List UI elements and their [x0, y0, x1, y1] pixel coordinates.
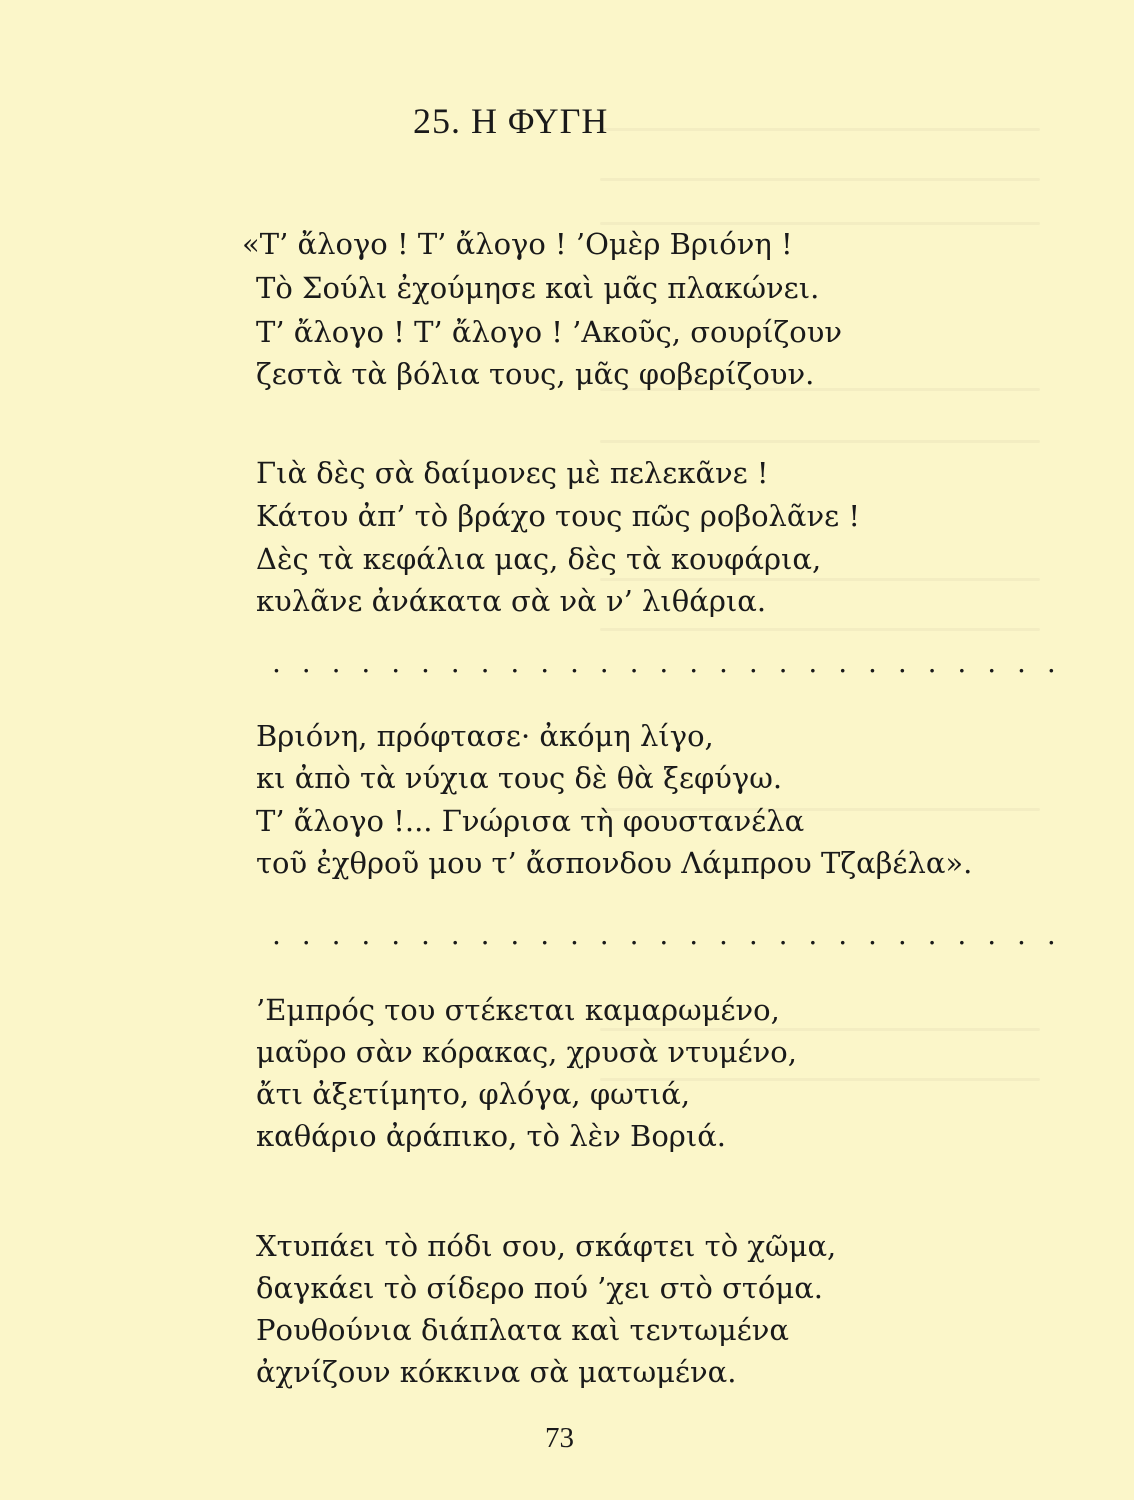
poem-line: δαγκάει τὸ σίδερο πού ’χει στὸ στόμα.: [256, 1271, 824, 1305]
bleed-through-mark: [600, 1028, 1040, 1031]
bleed-through-mark: [600, 578, 1040, 581]
bleed-through-mark: [600, 128, 1040, 131]
page-number: 73: [545, 1422, 574, 1454]
bleed-through-mark: [600, 178, 1040, 181]
poem-line: Τὸ Σούλι ἐχούμησε καὶ μᾶς πλακώνει.: [256, 271, 820, 305]
poem-line: Ρουθούνια διάπλατα καὶ τεντωμένα: [256, 1313, 790, 1347]
poem-line: κυλᾶνε ἀνάκατα σὰ νὰ ν’ λιθάρια.: [256, 584, 767, 618]
poem-line: Γιὰ δὲς σὰ δαίμονες μὲ πελεκᾶνε !: [256, 456, 769, 490]
poem-line: κι ἀπὸ τὰ νύχια τους δὲ θὰ ξεφύγω.: [256, 761, 783, 795]
bleed-through-mark: [600, 440, 1040, 443]
poem-title: 25. Η ΦΥΓΗ: [413, 101, 609, 141]
poem-line: Τ’ ἄλογο !... Γνώρισα τὴ φουστανέλα: [256, 804, 805, 838]
poem-line: «Τ’ ἄλογο ! Τ’ ἄλογο ! ’Ομὲρ Βριόνη !: [242, 227, 793, 261]
poem-line: ’Εμπρός του στέκεται καμαρωμένο,: [256, 993, 780, 1027]
poem-line: ζεστὰ τὰ βόλια τους, μᾶς φοβερίζουν.: [256, 357, 815, 391]
poem-line: ἄτι ἀξετίμητο, φλόγα, φωτιά,: [256, 1077, 691, 1111]
poem-line: ἀχνίζουν κόκκινα σὰ ματωμένα.: [256, 1355, 737, 1389]
separator-dots: . . . . . . . . . . . . . . . . . . . . . . . . . . .: [272, 918, 1062, 951]
bleed-through-mark: [600, 628, 1040, 631]
poem-line: καθάριο ἀράπικο, τὸ λὲν Βοριά.: [256, 1119, 727, 1153]
poem-line: τοῦ ἐχθροῦ μου τ’ ἄσπονδου Λάμπρου Τζαβέλα».: [256, 846, 973, 880]
poem-line: μαῦρο σὰν κόρακας, χρυσὰ ντυμένο,: [256, 1035, 797, 1069]
poem-line: Χτυπάει τὸ πόδι σου, σκάφτει τὸ χῶμα,: [256, 1229, 837, 1263]
poem-line: Δὲς τὰ κεφάλια μας, δὲς τὰ κουφάρια,: [256, 542, 822, 576]
poem-line: Κάτου ἀπ’ τὸ βράχο τους πῶς ροβολᾶνε !: [256, 499, 861, 533]
poem-line: Βριόνη, πρόφτασε· ἀκόμη λίγο,: [256, 719, 714, 753]
separator-dots: . . . . . . . . . . . . . . . . . . . . . . . . . . .: [272, 646, 1062, 679]
poem-line: Τ’ ἄλογο ! Τ’ ἄλογο ! ’Ακοῦς, σουρίζουν: [256, 315, 842, 349]
bleed-through-mark: [600, 222, 1040, 225]
